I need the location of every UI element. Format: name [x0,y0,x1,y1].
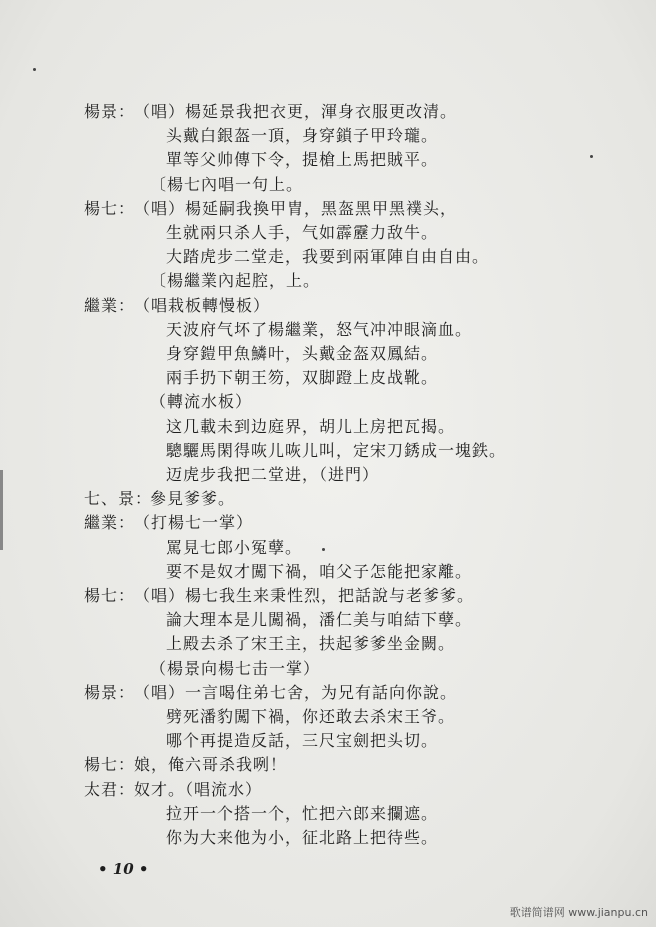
lyric-line: 生就兩只杀人手，气如霹靂力敌牛。 [166,223,439,242]
lyric-line: 單等父帅傳下令，提槍上馬把賊平。 [166,150,439,170]
stage-direction: （轉流水板） [150,392,253,412]
scan-speck [322,548,325,551]
speaker-name: 七、景： [84,489,153,509]
watermark: 歌谱简谱网 www.jianpu.cn [509,906,648,919]
stage-direction: 〔楊七內唱一句上。 [150,174,304,194]
lyric-line: 身穿鎧甲魚鱗叶，头戴金盔双鳳結。 [166,344,439,363]
lyric-line: 驄驪馬閑得咴儿咴儿叫，定宋刀銹成一塊鉄。 [166,440,507,460]
lyric-line: 迈虎步我把二堂进，（进門） [166,465,380,484]
dialogue-line: （唱栽板轉慢板） [134,295,271,315]
scan-speck [590,155,593,158]
lyric-line: 拉开一个搭一个，忙把六郎来攔遮。 [166,803,439,823]
lyric-line: 天波府气坏了楊繼業，怒气冲冲眼滴血。 [166,319,473,339]
dialogue-line: 奴才。（唱流水） [134,779,263,799]
dialogue-line: （唱）楊七我生来秉性烈，把話說与老爹爹。 [134,586,475,605]
speaker-name: 繼業： [84,295,136,315]
lyric-line: 上殿去杀了宋王主，扶起爹爹坐金闕。 [166,634,456,654]
stage-direction: （楊景向楊七击一掌） [150,658,321,678]
speaker-name: 楊七： [84,198,136,218]
lyric-line: 这几載未到边庭界，胡儿上房把瓦揭。 [166,416,456,436]
lyric-line: 你为大来他为小，征北路上把待些。 [166,828,439,847]
dialogue-line: （唱）楊延景我把衣更，渾身衣服更改清。 [134,102,458,121]
stage-direction: 〔楊繼業內起腔，上。 [150,271,321,291]
lyric-line: 要不是奴才闖下禍，咱父子怎能把家離。 [166,561,473,581]
lyric-line: 劈死潘豹闖下禍，你还敢去杀宋王爷。 [166,707,456,726]
scan-edge-mark [0,470,3,550]
lyric-line: 头戴白銀盔一頂，身穿鎖子甲玲瓏。 [166,126,439,146]
speaker-name: 太君： [84,779,136,799]
dialogue-line: （唱）楊延嗣我換甲胄，黑盔黑甲黑襆头， [134,198,458,218]
speaker-name: 楊景： [84,102,136,121]
speaker-name: 楊七： [84,755,136,775]
dialogue-line: 娘，俺六哥杀我咧！ [134,755,288,775]
dialogue-line: 參見爹爹。 [150,489,236,509]
dialogue-line: （唱）一言喝住弟七舍，为兄有話向你說。 [134,682,458,702]
speaker-name: 繼業： [84,513,136,533]
lyric-line: 哪个再提造反話，三尺宝劍把头切。 [166,731,439,751]
dialogue-line: （打楊七一掌） [134,513,254,533]
speaker-name: 楊七： [84,586,136,605]
scan-speck [33,68,36,71]
lyric-line: 罵見七郎小冤孽。 [166,537,303,557]
speaker-name: 楊景： [84,682,136,702]
page-number: • 10 • [98,860,149,878]
lyric-line: 論大理本是儿闖禍，潘仁美与咱結下孽。 [166,610,473,630]
lyric-line: 大踏虎步二堂走，我要到兩軍陣自由自由。 [166,247,490,267]
lyric-line: 兩手扔下朝王笏，双脚蹬上皮战靴。 [166,368,439,388]
